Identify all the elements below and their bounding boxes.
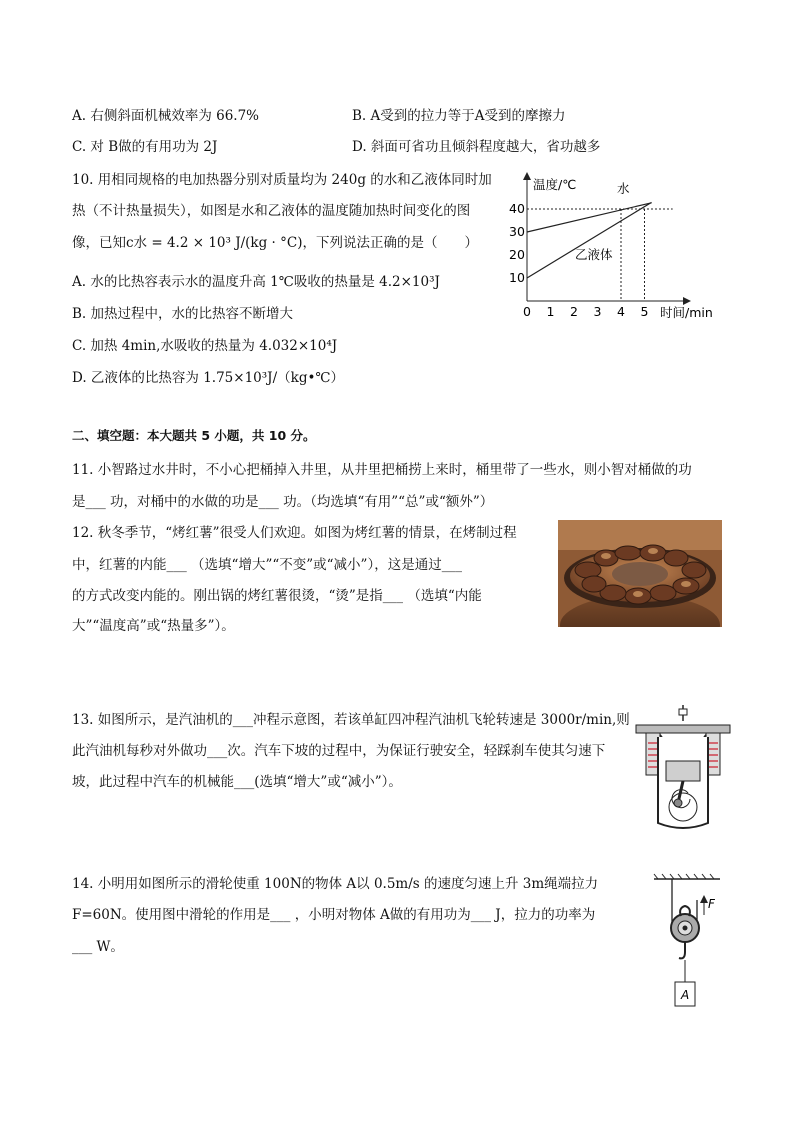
x-tick-label: 3 xyxy=(593,304,602,319)
q10-option-a: A. 水的比热容表示水的温度升高 1℃吸收的热量是 4.2×10³J xyxy=(72,274,440,290)
y-tick-label: 10 xyxy=(509,270,525,285)
q10-line-3: 像，已知c水 = 4.2 × 10³ J/(kg · °C)，下列说法正确的是（ ） xyxy=(72,235,478,251)
q12-line-3: 的方式改变内能的。刚出锅的烤红薯很烫，“烫”是指___ （选填“内能 xyxy=(72,588,482,604)
series-line-water xyxy=(527,203,652,232)
y-axis-label: 温度/℃ xyxy=(533,177,577,192)
q9-option-b: B. A受到的拉力等于A受到的摩擦力 xyxy=(352,108,566,124)
q14-line-3: ___ W。 xyxy=(72,939,124,955)
q10-option-b: B. 加热过程中，水的比热容不断增大 xyxy=(72,306,294,322)
q13-line-1: 13. 如图所示，是汽油机的___冲程示意图，若该单缸四冲程汽油机飞轮转速是 3000r/min,则 xyxy=(72,712,630,728)
q13-line-3: 坡，此过程中汽车的机械能___(选填“增大”或“减小”）。 xyxy=(72,774,402,790)
q12-line-2: 中，红薯的内能___ （选填“增大”“不变”或“减小”），这是通过___ xyxy=(72,557,462,573)
x-tick-label: 1 xyxy=(546,304,555,319)
y-tick-label: 30 xyxy=(509,224,525,239)
force-label-f: F xyxy=(708,897,715,911)
y-tick-label: 20 xyxy=(509,247,525,262)
object-label-a: A xyxy=(681,988,690,1002)
x-tick-label: 2 xyxy=(570,304,578,319)
q9-option-d: D. 斜面可省功且倾斜程度越大，省功越多 xyxy=(352,139,601,155)
q13-line-2: 此汽油机每秒对外做功___次。汽车下坡的过程中，为保证行驶安全，轻踩刹车使其匀速下 xyxy=(72,743,606,759)
q10-option-c: C. 加热 4min,水吸收的热量为 4.032×10⁴J xyxy=(72,338,338,354)
pulley-diagram xyxy=(648,870,728,1010)
x-tick-label: 5 xyxy=(640,304,649,319)
q10-option-d: D. 乙液体的比热容为 1.75×10³J/（kg•℃） xyxy=(72,370,345,386)
y-tick-label: 40 xyxy=(509,201,525,216)
roasted-sweet-potato-photo xyxy=(558,520,722,627)
q12-line-1: 12. 秋冬季节，“烤红薯”很受人们欢迎。如图为烤红薯的情景，在烤制过程 xyxy=(72,525,517,541)
q10-line-2: 热（不计热量损失），如图是水和乙液体的温度随加热时间变化的图 xyxy=(72,203,471,219)
q9-option-a: A. 右侧斜面机械效率为 66.7% xyxy=(72,108,260,124)
engine-stroke-diagram xyxy=(628,703,734,830)
section-2-header: 二、填空题：本大题共 5 小题，共 10 分。 xyxy=(72,428,316,443)
series-line-liquid-b xyxy=(527,202,652,278)
q14-line-2: F=60N。使用图中滑轮的作用是___ ，小明对物体 A做的有用功为___ J，拉力的功率为 xyxy=(72,907,596,923)
x-axis-label: 时间/min xyxy=(660,305,713,320)
series-label-liquid-b: 乙液体 xyxy=(575,247,613,262)
q10-line-1: 10. 用相同规格的电加热器分别对质量均为 240g 的水和乙液体同时加 xyxy=(72,172,492,188)
q12-line-4: 大”“温度高”或“热量多”）。 xyxy=(72,618,235,634)
x-tick-label: 4 xyxy=(617,304,625,319)
series-label-water: 水 xyxy=(617,181,630,196)
q11-line-1: 11. 小智路过水井时，不小心把桶掉入井里，从井里把桶捞上来时，桶里带了一些水，则小智对桶做的功 xyxy=(72,462,692,478)
q11-line-2: 是___ 功，对桶中的水做的功是___ 功。（均选填“有用”“总”或“额外”） xyxy=(72,494,494,510)
temperature-time-chart xyxy=(505,165,730,325)
x-tick-label: 0 xyxy=(523,304,531,319)
q14-line-1: 14. 小明用如图所示的滑轮使重 100N的物体 A以 0.5m/s 的速度匀速上升 3m绳端拉力 xyxy=(72,876,599,892)
q9-option-c: C. 对 B做的有用功为 2J xyxy=(72,139,218,155)
